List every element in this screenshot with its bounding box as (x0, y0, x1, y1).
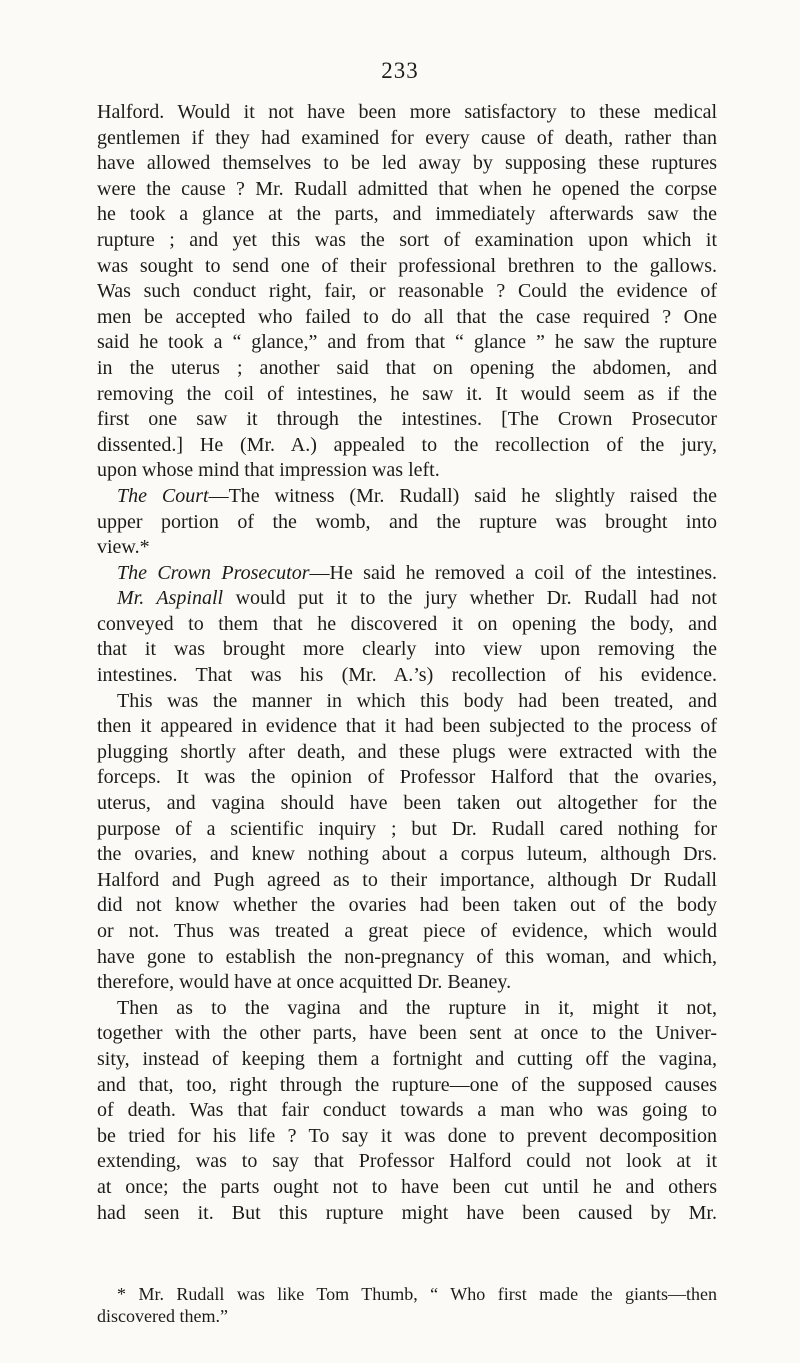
footnote (97, 1283, 717, 1327)
text-line: then it appeared in evidence that it had been subjected to the process of (97, 715, 717, 738)
speaker-name: The Court (117, 484, 209, 507)
text-line: the ovaries, and knew nothing about a corpus luteum, although Drs. (97, 843, 717, 866)
text-line: view.* (97, 536, 150, 559)
text-line: in the uterus ; another said that on opening the abdomen, and (97, 356, 717, 379)
text-line: at once; the parts ought not to have been cut until he and others (97, 1175, 717, 1198)
text-line (97, 561, 717, 587)
text-line: plugging shortly after death, and these plugs were extracted with the (97, 740, 717, 763)
footnote-line: * Mr. Rudall was like Tom Thumb, “ Who first made the giants—then (117, 1284, 717, 1304)
text-line: purpose of a scientific inquiry ; but Dr. Rudall cared nothing for (97, 817, 717, 840)
text-line: together with the other parts, have been sent at once to the Univer- (97, 1022, 717, 1045)
speaker-name: The Crown Prosecutor (117, 561, 310, 584)
text-line: have gone to establish the non-pregnancy of this woman, and which, (97, 945, 717, 968)
text-line: Was such conduct right, fair, or reasonable ? Could the evidence of (97, 280, 717, 303)
speaker-name: Mr. Aspinall (117, 587, 224, 610)
text-line: rupture ; and yet this was the sort of examination upon which it (97, 228, 717, 251)
text-line: This was the manner in which this body had been treated, and (117, 689, 717, 712)
page-number: 233 (381, 58, 419, 83)
text-line: said he took a “ glance,” and from that “ glance ” he saw the rupture (97, 331, 717, 354)
text-line: or not. Thus was treated a great piece of evidence, which would (97, 920, 717, 942)
text-line: upon whose mind that impression was left. (97, 459, 440, 482)
text-line: had seen it. But this rupture might have been caused by Mr. (97, 1201, 717, 1224)
text-line: have allowed themselves to be led away by supposing these ruptures (97, 152, 717, 175)
text-line (97, 586, 717, 612)
text-line: that it was brought more clearly into view upon removing the (97, 638, 717, 661)
text-line: Halford. Would it not have been more satisfactory to these medical (97, 101, 717, 123)
text-line: Then as to the vagina and the rupture in it, might it not, (117, 996, 717, 1019)
body-text (97, 100, 717, 1226)
text-line: intestines. That was his (Mr. A.’s) recollection of his evidence. (97, 664, 717, 687)
text-line: first one saw it through the intestines. [The Crown Prosecutor (97, 408, 717, 431)
text-line: gentlemen if they had examined for every cause of death, rather than (97, 126, 717, 149)
text-line: of death. Was that fair conduct towards a man who was going to (97, 1099, 717, 1122)
text-line: did not know whether the ovaries had been taken out of the body (97, 894, 717, 917)
text-line: forceps. It was the opinion of Professor Halford that the ovaries, (97, 766, 717, 789)
speech-text: —The witness (Mr. Rudall) said he slightly raised the (208, 484, 717, 507)
text-line: and that, too, right through the rupture—one of the supposed causes (97, 1073, 717, 1096)
footnote-line: discovered them.” (97, 1306, 228, 1326)
text-line: Halford and Pugh agreed as to their importance, although Dr Rudall (97, 868, 717, 891)
text-line: dissented.] He (Mr. A.) appealed to the recollection of the jury, (97, 433, 717, 456)
text-line: removing the coil of intestines, he saw it. It would seem as if the (97, 382, 717, 405)
text-line: sity, instead of keeping them a fortnight and cutting off the vagina, (97, 1047, 717, 1070)
text-line: he took a glance at the parts, and immediately afterwards saw the (97, 203, 717, 226)
speech-text: would put it to the jury whether Dr. Rudall had not (223, 587, 717, 610)
text-line: conveyed to them that he discovered it on opening the body, and (97, 612, 717, 635)
speech-text: —He said he removed a coil of the intestines. (309, 561, 717, 584)
text-line: therefore, would have at once acquitted Dr. Beaney. (97, 971, 512, 994)
text-line: was sought to send one of their professional brethren to the gallows. (97, 254, 717, 277)
text-line: were the cause ? Mr. Rudall admitted that when he opened the corpse (97, 177, 717, 200)
text-line: uterus, and vagina should have been taken out altogether for the (97, 792, 717, 815)
text-line: upper portion of the womb, and the rupture was brought into (97, 510, 717, 533)
text-line: extending, was to say that Professor Halford could not look at it (97, 1150, 717, 1173)
text-line: be tried for his life ? To say it was done to prevent decomposition (97, 1124, 717, 1147)
text-line (97, 484, 717, 510)
text-line: men be accepted who failed to do all that the case required ? One (97, 305, 717, 328)
